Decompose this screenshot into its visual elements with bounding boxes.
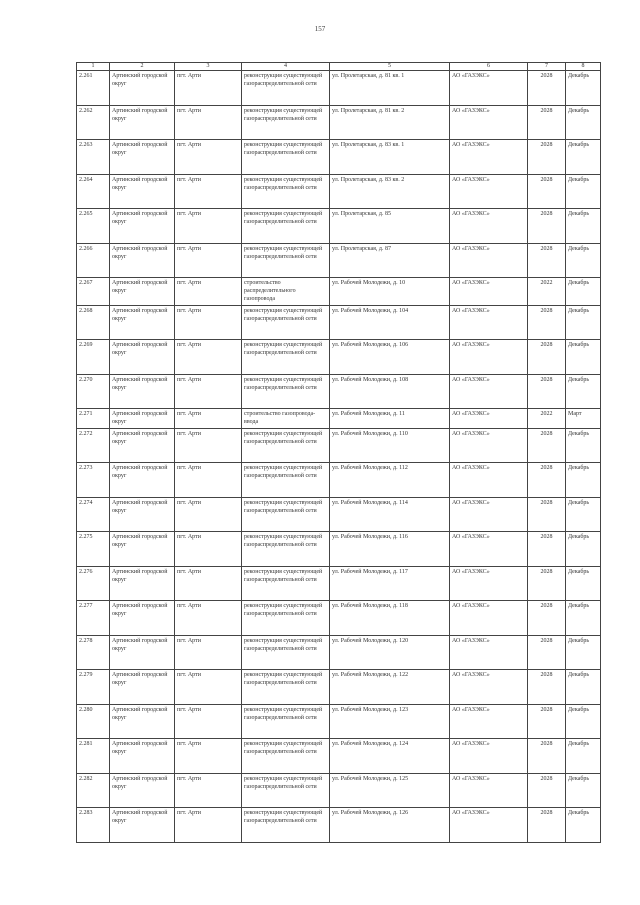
district-cell: Артинский городской округ	[110, 463, 175, 498]
work-type-cell: реконструкция существующей газораспределительной сети	[242, 497, 330, 532]
year-cell: 2028	[528, 670, 566, 705]
address-cell: ул. Рабочей Молодежи, д. 120	[330, 635, 450, 670]
row-number-cell: 2.282	[77, 773, 110, 808]
work-type-cell: реконструкция существующей газораспределительной сети	[242, 601, 330, 636]
address-cell: ул. Рабочей Молодежи, д. 104	[330, 305, 450, 340]
work-type-cell: реконструкция существующей газораспределительной сети	[242, 532, 330, 567]
organization-cell: АО «ГАЗЭКС»	[450, 532, 528, 567]
month-cell: Декабрь	[566, 532, 601, 567]
month-cell: Март	[566, 409, 601, 428]
settlement-cell: пгт. Арти	[175, 374, 242, 409]
organization-cell: АО «ГАЗЭКС»	[450, 71, 528, 106]
district-cell: Артинский городской округ	[110, 305, 175, 340]
district-cell: Артинский городской округ	[110, 532, 175, 567]
organization-cell: АО «ГАЗЭКС»	[450, 374, 528, 409]
settlement-cell: пгт. Арти	[175, 409, 242, 428]
district-cell: Артинский городской округ	[110, 773, 175, 808]
settlement-cell: пгт. Арти	[175, 704, 242, 739]
address-cell: ул. Пролетарская, д. 87	[330, 243, 450, 278]
district-cell: Артинский городской округ	[110, 739, 175, 774]
address-cell: ул. Пролетарская, д. 83 кв. 1	[330, 140, 450, 175]
organization-cell: АО «ГАЗЭКС»	[450, 808, 528, 843]
organization-cell: АО «ГАЗЭКС»	[450, 305, 528, 340]
organization-cell: АО «ГАЗЭКС»	[450, 105, 528, 140]
table-row	[77, 566, 601, 601]
district-cell: Артинский городской округ	[110, 374, 175, 409]
table-row	[77, 140, 601, 175]
year-cell: 2028	[528, 704, 566, 739]
year-cell: 2028	[528, 566, 566, 601]
work-type-cell: реконструкция существующей газораспределительной сети	[242, 374, 330, 409]
year-cell: 2022	[528, 278, 566, 306]
year-cell: 2028	[528, 374, 566, 409]
organization-cell: АО «ГАЗЭКС»	[450, 635, 528, 670]
district-cell: Артинский городской округ	[110, 704, 175, 739]
column-header: 5	[330, 63, 450, 71]
table-row	[77, 532, 601, 567]
year-cell: 2022	[528, 409, 566, 428]
district-cell: Артинский городской округ	[110, 340, 175, 375]
table-row	[77, 601, 601, 636]
work-type-cell: строительство газопровода-ввода	[242, 409, 330, 428]
district-cell: Артинский городской округ	[110, 566, 175, 601]
work-type-cell: реконструкция существующей газораспределительной сети	[242, 243, 330, 278]
row-number-cell: 2.279	[77, 670, 110, 705]
work-type-cell: реконструкция существующей газораспределительной сети	[242, 71, 330, 106]
month-cell: Декабрь	[566, 243, 601, 278]
table-row	[77, 278, 601, 306]
settlement-cell: пгт. Арти	[175, 532, 242, 567]
address-cell: ул. Рабочей Молодежи, д. 125	[330, 773, 450, 808]
district-cell: Артинский городской округ	[110, 601, 175, 636]
year-cell: 2028	[528, 497, 566, 532]
organization-cell: АО «ГАЗЭКС»	[450, 140, 528, 175]
year-cell: 2028	[528, 209, 566, 244]
column-header: 4	[242, 63, 330, 71]
table-row	[77, 808, 601, 843]
table-row	[77, 374, 601, 409]
address-cell: ул. Рабочей Молодежи, д. 122	[330, 670, 450, 705]
district-cell: Артинский городской округ	[110, 635, 175, 670]
table-row	[77, 243, 601, 278]
row-number-cell: 2.261	[77, 71, 110, 106]
work-type-cell: реконструкция существующей газораспределительной сети	[242, 808, 330, 843]
table-row	[77, 428, 601, 463]
work-type-cell: строительство распределительного газопровода	[242, 278, 330, 306]
row-number-cell: 2.263	[77, 140, 110, 175]
organization-cell: АО «ГАЗЭКС»	[450, 463, 528, 498]
year-cell: 2028	[528, 463, 566, 498]
month-cell: Декабрь	[566, 808, 601, 843]
column-header: 8	[566, 63, 601, 71]
settlement-cell: пгт. Арти	[175, 463, 242, 498]
work-type-cell: реконструкция существующей газораспределительной сети	[242, 704, 330, 739]
row-number-cell: 2.278	[77, 635, 110, 670]
work-type-cell: реконструкция существующей газораспределительной сети	[242, 428, 330, 463]
month-cell: Декабрь	[566, 174, 601, 209]
year-cell: 2028	[528, 773, 566, 808]
month-cell: Декабрь	[566, 374, 601, 409]
month-cell: Декабрь	[566, 601, 601, 636]
settlement-cell: пгт. Арти	[175, 497, 242, 532]
row-number-cell: 2.264	[77, 174, 110, 209]
settlement-cell: пгт. Арти	[175, 566, 242, 601]
year-cell: 2028	[528, 739, 566, 774]
address-cell: ул. Рабочей Молодежи, д. 126	[330, 808, 450, 843]
row-number-cell: 2.262	[77, 105, 110, 140]
address-cell: ул. Пролетарская, д. 83 кв. 2	[330, 174, 450, 209]
table-row	[77, 704, 601, 739]
row-number-cell: 2.277	[77, 601, 110, 636]
district-cell: Артинский городской округ	[110, 670, 175, 705]
month-cell: Декабрь	[566, 670, 601, 705]
table-row	[77, 71, 601, 106]
row-number-cell: 2.270	[77, 374, 110, 409]
month-cell: Декабрь	[566, 140, 601, 175]
settlement-cell: пгт. Арти	[175, 140, 242, 175]
row-number-cell: 2.272	[77, 428, 110, 463]
table-body	[77, 71, 601, 843]
address-cell: ул. Рабочей Молодежи, д. 117	[330, 566, 450, 601]
settlement-cell: пгт. Арти	[175, 428, 242, 463]
settlement-cell: пгт. Арти	[175, 773, 242, 808]
table-row	[77, 340, 601, 375]
month-cell: Декабрь	[566, 428, 601, 463]
table-row	[77, 105, 601, 140]
organization-cell: АО «ГАЗЭКС»	[450, 497, 528, 532]
year-cell: 2028	[528, 808, 566, 843]
table-row	[77, 209, 601, 244]
address-cell: ул. Рабочей Молодежи, д. 118	[330, 601, 450, 636]
row-number-cell: 2.265	[77, 209, 110, 244]
row-number-cell: 2.267	[77, 278, 110, 306]
district-cell: Артинский городской округ	[110, 497, 175, 532]
month-cell: Декабрь	[566, 773, 601, 808]
district-cell: Артинский городской округ	[110, 209, 175, 244]
row-number-cell: 2.280	[77, 704, 110, 739]
gas-network-table	[76, 62, 601, 843]
table-row	[77, 635, 601, 670]
district-cell: Артинский городской округ	[110, 278, 175, 306]
year-cell: 2028	[528, 305, 566, 340]
month-cell: Декабрь	[566, 635, 601, 670]
settlement-cell: пгт. Арти	[175, 340, 242, 375]
table-row	[77, 670, 601, 705]
table-row	[77, 773, 601, 808]
address-cell: ул. Рабочей Молодежи, д. 106	[330, 340, 450, 375]
settlement-cell: пгт. Арти	[175, 601, 242, 636]
year-cell: 2028	[528, 174, 566, 209]
table-row	[77, 463, 601, 498]
month-cell: Декабрь	[566, 278, 601, 306]
work-type-cell: реконструкция существующей газораспределительной сети	[242, 140, 330, 175]
month-cell: Декабрь	[566, 340, 601, 375]
row-number-cell: 2.283	[77, 808, 110, 843]
work-type-cell: реконструкция существующей газораспределительной сети	[242, 670, 330, 705]
address-cell: ул. Рабочей Молодежи, д. 10	[330, 278, 450, 306]
district-cell: Артинский городской округ	[110, 409, 175, 428]
column-header: 2	[110, 63, 175, 71]
year-cell: 2028	[528, 340, 566, 375]
settlement-cell: пгт. Арти	[175, 209, 242, 244]
header-row	[77, 63, 601, 71]
page-number: 157	[314, 25, 326, 33]
settlement-cell: пгт. Арти	[175, 243, 242, 278]
year-cell: 2028	[528, 243, 566, 278]
address-cell: ул. Пролетарская, д. 81 кв. 1	[330, 71, 450, 106]
column-header: 1	[77, 63, 110, 71]
month-cell: Декабрь	[566, 209, 601, 244]
column-header: 3	[175, 63, 242, 71]
month-cell: Декабрь	[566, 739, 601, 774]
settlement-cell: пгт. Арти	[175, 174, 242, 209]
row-number-cell: 2.274	[77, 497, 110, 532]
year-cell: 2028	[528, 140, 566, 175]
row-number-cell: 2.271	[77, 409, 110, 428]
work-type-cell: реконструкция существующей газораспределительной сети	[242, 305, 330, 340]
organization-cell: АО «ГАЗЭКС»	[450, 670, 528, 705]
organization-cell: АО «ГАЗЭКС»	[450, 409, 528, 428]
column-header: 6	[450, 63, 528, 71]
work-type-cell: реконструкция существующей газораспределительной сети	[242, 174, 330, 209]
work-type-cell: реконструкция существующей газораспределительной сети	[242, 635, 330, 670]
row-number-cell: 2.273	[77, 463, 110, 498]
organization-cell: АО «ГАЗЭКС»	[450, 773, 528, 808]
settlement-cell: пгт. Арти	[175, 278, 242, 306]
organization-cell: АО «ГАЗЭКС»	[450, 704, 528, 739]
work-type-cell: реконструкция существующей газораспределительной сети	[242, 773, 330, 808]
district-cell: Артинский городской округ	[110, 808, 175, 843]
work-type-cell: реконструкция существующей газораспределительной сети	[242, 105, 330, 140]
address-cell: ул. Рабочей Молодежи, д. 110	[330, 428, 450, 463]
month-cell: Декабрь	[566, 105, 601, 140]
address-cell: ул. Рабочей Молодежи, д. 11	[330, 409, 450, 428]
year-cell: 2028	[528, 71, 566, 106]
district-cell: Артинский городской округ	[110, 71, 175, 106]
month-cell: Декабрь	[566, 704, 601, 739]
table-header	[77, 63, 601, 71]
month-cell: Декабрь	[566, 497, 601, 532]
district-cell: Артинский городской округ	[110, 243, 175, 278]
organization-cell: АО «ГАЗЭКС»	[450, 566, 528, 601]
row-number-cell: 2.266	[77, 243, 110, 278]
row-number-cell: 2.269	[77, 340, 110, 375]
table-row	[77, 305, 601, 340]
organization-cell: АО «ГАЗЭКС»	[450, 174, 528, 209]
column-header: 7	[528, 63, 566, 71]
work-type-cell: реконструкция существующей газораспределительной сети	[242, 739, 330, 774]
work-type-cell: реконструкция существующей газораспределительной сети	[242, 566, 330, 601]
address-cell: ул. Рабочей Молодежи, д. 116	[330, 532, 450, 567]
address-cell: ул. Рабочей Молодежи, д. 108	[330, 374, 450, 409]
table-row	[77, 174, 601, 209]
organization-cell: АО «ГАЗЭКС»	[450, 428, 528, 463]
year-cell: 2028	[528, 532, 566, 567]
settlement-cell: пгт. Арти	[175, 808, 242, 843]
settlement-cell: пгт. Арти	[175, 71, 242, 106]
work-type-cell: реконструкция существующей газораспределительной сети	[242, 340, 330, 375]
district-cell: Артинский городской округ	[110, 428, 175, 463]
row-number-cell: 2.275	[77, 532, 110, 567]
year-cell: 2028	[528, 635, 566, 670]
settlement-cell: пгт. Арти	[175, 739, 242, 774]
year-cell: 2028	[528, 428, 566, 463]
table-row	[77, 497, 601, 532]
organization-cell: АО «ГАЗЭКС»	[450, 209, 528, 244]
month-cell: Декабрь	[566, 566, 601, 601]
district-cell: Артинский городской округ	[110, 140, 175, 175]
organization-cell: АО «ГАЗЭКС»	[450, 243, 528, 278]
table-row	[77, 739, 601, 774]
settlement-cell: пгт. Арти	[175, 670, 242, 705]
address-cell: ул. Рабочей Молодежи, д. 124	[330, 739, 450, 774]
work-type-cell: реконструкция существующей газораспределительной сети	[242, 463, 330, 498]
address-cell: ул. Пролетарская, д. 81 кв. 2	[330, 105, 450, 140]
address-cell: ул. Рабочей Молодежи, д. 114	[330, 497, 450, 532]
settlement-cell: пгт. Арти	[175, 635, 242, 670]
address-cell: ул. Рабочей Молодежи, д. 112	[330, 463, 450, 498]
month-cell: Декабрь	[566, 71, 601, 106]
year-cell: 2028	[528, 105, 566, 140]
address-cell: ул. Пролетарская, д. 85	[330, 209, 450, 244]
work-type-cell: реконструкция существующей газораспределительной сети	[242, 209, 330, 244]
row-number-cell: 2.268	[77, 305, 110, 340]
row-number-cell: 2.281	[77, 739, 110, 774]
organization-cell: АО «ГАЗЭКС»	[450, 739, 528, 774]
district-cell: Артинский городской округ	[110, 174, 175, 209]
organization-cell: АО «ГАЗЭКС»	[450, 601, 528, 636]
row-number-cell: 2.276	[77, 566, 110, 601]
month-cell: Декабрь	[566, 463, 601, 498]
organization-cell: АО «ГАЗЭКС»	[450, 278, 528, 306]
settlement-cell: пгт. Арти	[175, 305, 242, 340]
settlement-cell: пгт. Арти	[175, 105, 242, 140]
table-row	[77, 409, 601, 428]
district-cell: Артинский городской округ	[110, 105, 175, 140]
organization-cell: АО «ГАЗЭКС»	[450, 340, 528, 375]
year-cell: 2028	[528, 601, 566, 636]
address-cell: ул. Рабочей Молодежи, д. 123	[330, 704, 450, 739]
month-cell: Декабрь	[566, 305, 601, 340]
